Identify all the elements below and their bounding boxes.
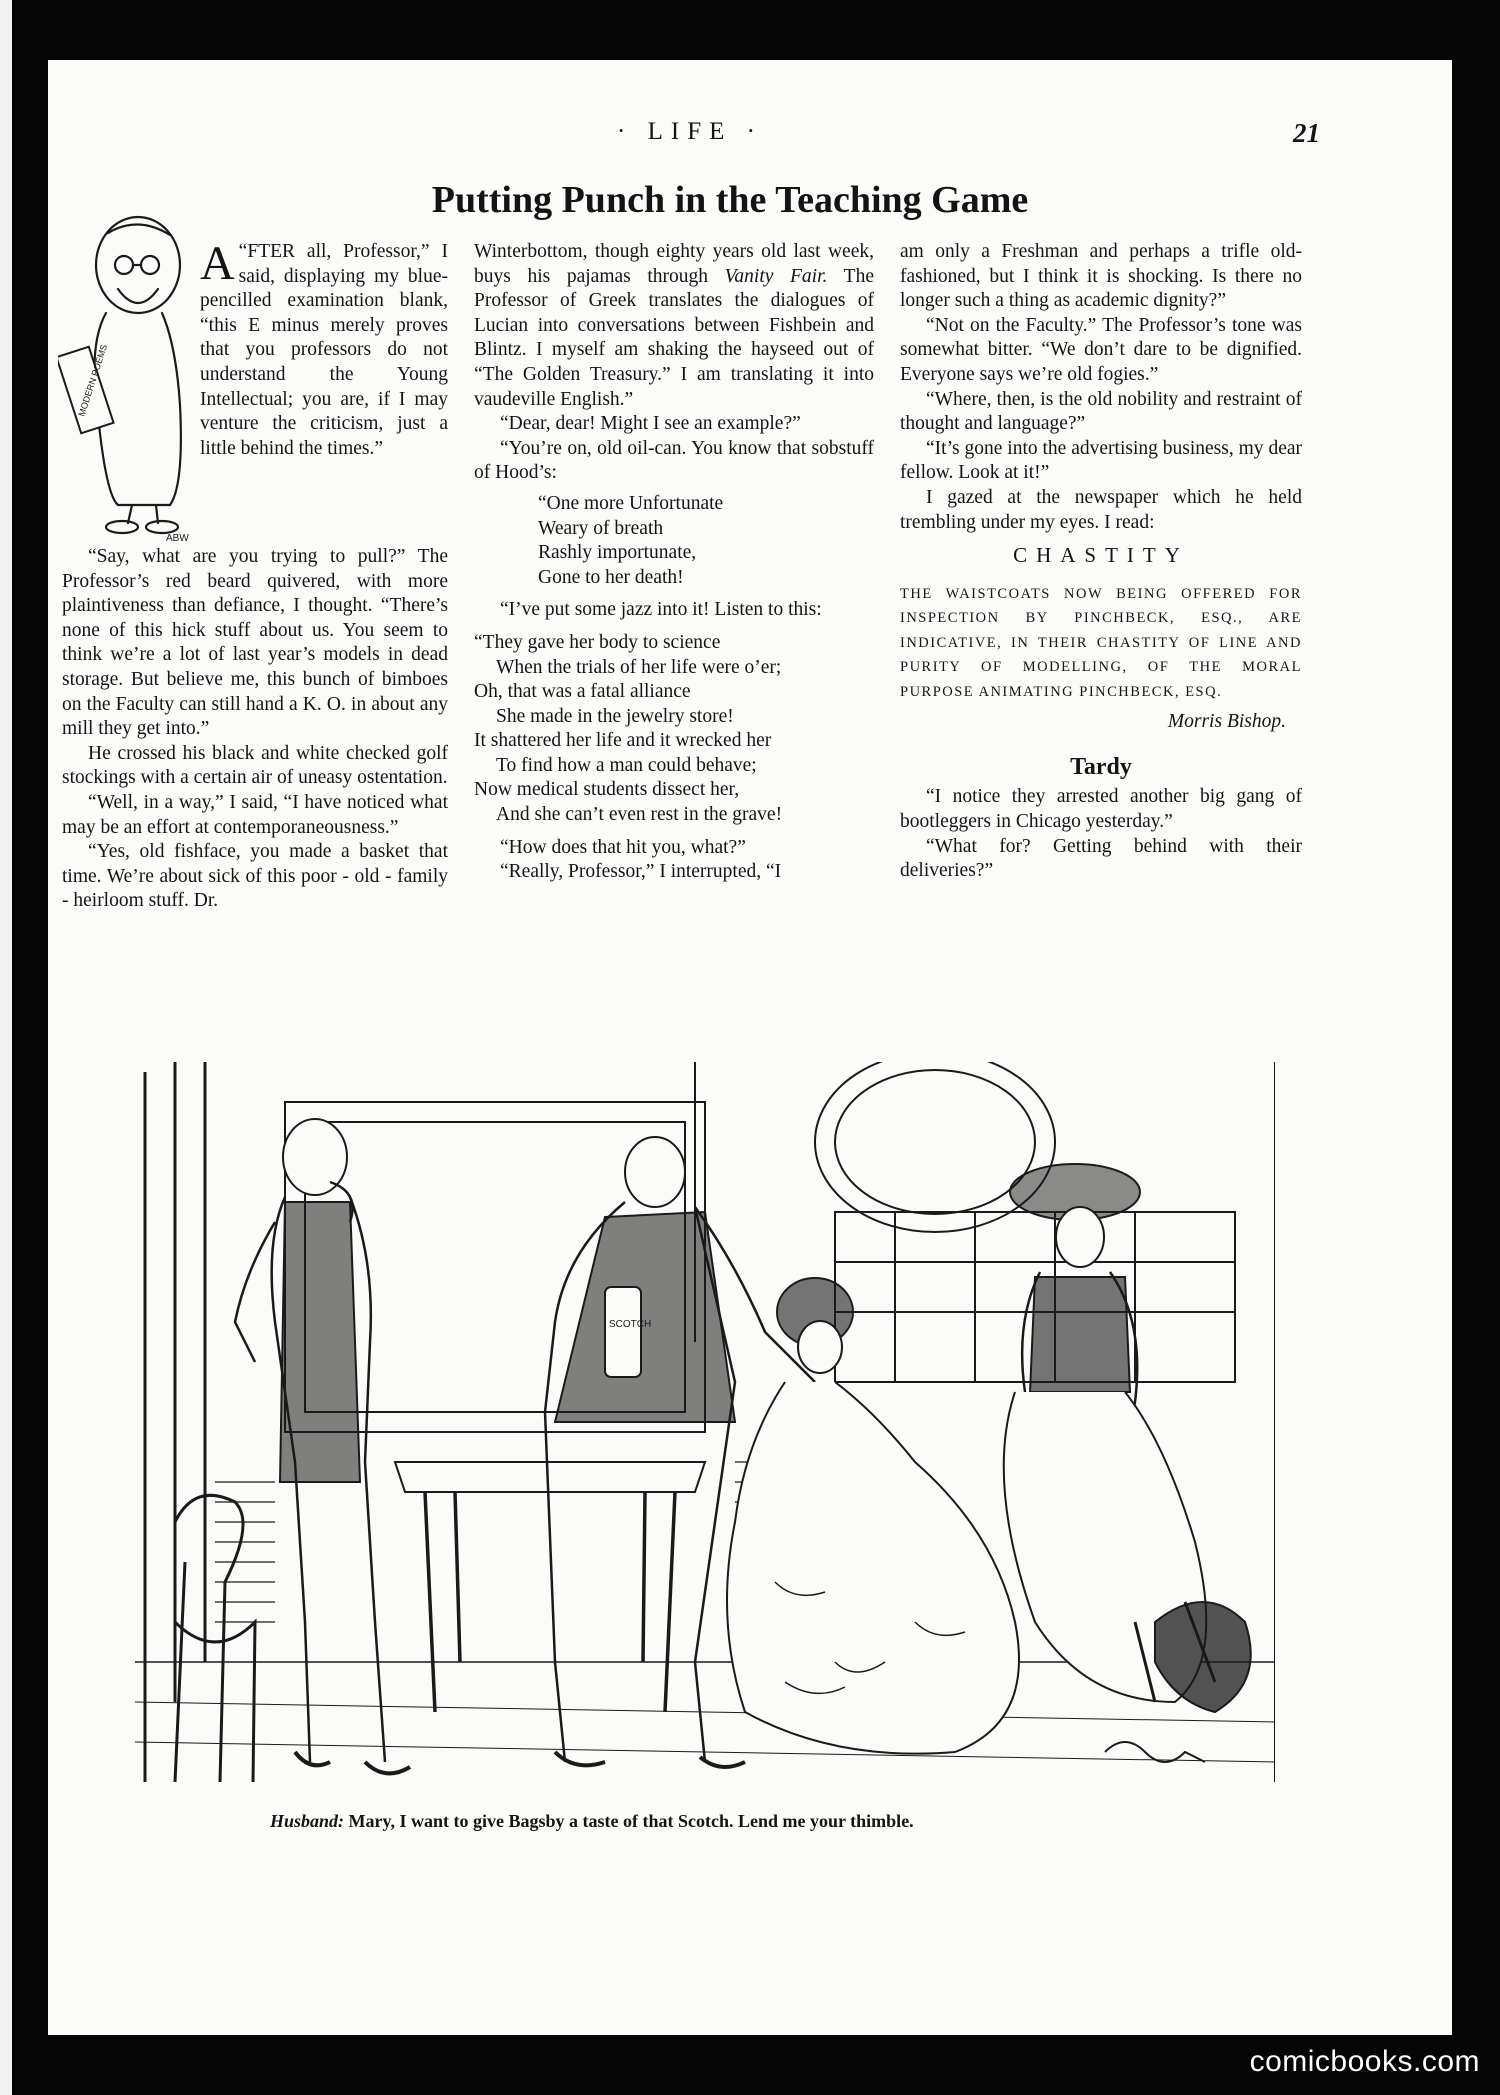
tardy-paragraph-2: “What for? Getting behind with their deliveries?” <box>900 835 1302 882</box>
col3-paragraph-5: I gazed at the newspaper which he held trembling under my eyes. I read: <box>900 486 1302 533</box>
scan-border-right <box>1452 0 1500 2095</box>
article-column-2 <box>474 240 874 885</box>
col3-paragraph-3: “Where, then, is the old nobility and restraint of thought and language?” <box>900 388 1302 435</box>
verse-line: Rashly importunate, <box>538 542 697 564</box>
col1-paragraph-1: FTER all, Professor,” I said, displaying my blue-pencilled examination blank, “this E minus merely proves that you professors do not understand the Young Intellectual; you are, if I may venture the criticism, just a little behind the times.” <box>200 241 448 459</box>
col3-paragraph-1: am only a Freshman and perhaps a trifle old-fashioned, but I think it is shocking. Is there no longer such a thing as academic dignity?” <box>900 241 1302 312</box>
col1-paragraph-4: “Well, in a way,” I said, “I have noticed what may be an effort at contemporaneousness.” <box>62 791 448 838</box>
drop-cap: A <box>200 237 235 290</box>
col1-paragraph-5: “Yes, old fishface, you made a basket that time. We’re about sick of this poor - old - family - heirloom stuff. Dr. <box>62 841 448 912</box>
cartoon-caption <box>270 1811 1150 1832</box>
caption-speaker: Husband: <box>270 1811 345 1831</box>
open-quote: “ <box>238 241 248 262</box>
sketch-book-text: MODERN POEMS <box>76 343 110 418</box>
poem-line: It shattered her life and it wrecked her <box>474 730 772 752</box>
article-title: Putting Punch in the Teaching Game <box>431 179 1029 221</box>
site-watermark: comicbooks.com <box>1249 2045 1480 2078</box>
author-signature: Morris Bishop. <box>1167 711 1286 733</box>
bottle-label: SCOTCH <box>609 1319 652 1330</box>
professor-sketch <box>58 205 213 545</box>
column-1-top <box>200 237 448 461</box>
poem-line: When the trials of her life were o’er; <box>496 656 782 678</box>
ad-heading: CHASTITY <box>1013 543 1189 568</box>
tardy-title: Tardy <box>1070 753 1132 780</box>
verse-line: “One more Unfortunate <box>538 492 724 514</box>
col2-paragraph-5: “How does that hit you, what?” <box>500 836 746 858</box>
cartoon-illustration <box>135 1062 1275 1802</box>
col2-paragraph-3: “You’re on, old oil-can. You know that sobstuff of Hood’s: <box>474 437 874 484</box>
col2-paragraph-2: “Dear, dear! Might I see an example?” <box>500 413 801 435</box>
col3-paragraph-2: “Not on the Faculty.” The Professor’s tone was somewhat bitter. “We don’t dare to be dignified. Everyone says we’re old fogies.” <box>900 314 1302 385</box>
page-number: 21 <box>1293 118 1320 148</box>
magazine-name: Vanity Fair. <box>724 265 828 287</box>
col3-paragraph-4: “It’s gone into the advertising business, my dear fellow. Look at it!” <box>900 437 1302 484</box>
col1-paragraph-3: He crossed his black and white checked golf stockings with a certain air of uneasy ostentation. <box>62 742 448 789</box>
poem-line: Oh, that was a fatal alliance <box>474 681 691 703</box>
jazz-poem <box>474 631 874 828</box>
running-header: · LIFE · <box>617 118 763 145</box>
poem-line: To find how a man could behave; <box>496 754 757 776</box>
col2-paragraph-1b: The Professor of Greek translates the dialogues of Lucian into conversations between Fishbein and Blintz. I myself am shaking the hayseed out of “The Golden Treasury.” I am translating it into vaudeville English.” <box>474 265 874 410</box>
column-1-bottom <box>62 545 448 914</box>
caption-text: Mary, I want to give Bagsby a taste of that Scotch. Lend me your thimble. <box>344 1811 914 1831</box>
verse-line: Gone to her death! <box>538 566 684 588</box>
ad-body: THE WAISTCOATS NOW BEING OFFERED FOR INSPECTION BY PINCHBECK, ESQ., ARE INDICATIVE, IN THEIR CHASTITY OF LINE AND PURITY OF MODELLING, OF THE MORAL PURPOSE ANIMATING PINCHBECK, ESQ. <box>900 585 1302 700</box>
poem-line: “They gave her body to science <box>474 631 721 653</box>
col2-paragraph-1a: Winterbottom, though eighty years old last week, buys his pajamas through <box>474 241 874 287</box>
poem-line: Now medical students dissect her, <box>474 779 740 801</box>
article-column-3 <box>900 240 1302 884</box>
artist-initials: ABW <box>166 533 189 544</box>
poem-line: And she can’t even rest in the grave! <box>496 804 783 826</box>
tardy-paragraph-1: “I notice they arrested another big gang of bootleggers in Chicago yesterday.” <box>900 786 1302 832</box>
col1-paragraph-2: “Say, what are you trying to pull?” The Professor’s red beard quivered, with more plaintiveness than defiance, I thought. “There’s none of this hick stuff about us. You seem to think we’re a lot of last year’s models in dead storage. But believe me, this bunch of bimboes on the Faculty can still hand a K. O. in about any mill they get into.” <box>62 546 448 740</box>
scan-border-top <box>0 0 1500 60</box>
verse-line: Weary of breath <box>538 517 664 539</box>
col2-paragraph-4: “I’ve put some jazz into it! Listen to this: <box>500 599 822 621</box>
poem-line: She made in the jewelry store! <box>496 705 734 727</box>
col2-paragraph-6: “Really, Professor,” I interrupted, “I <box>500 861 782 883</box>
hood-verse <box>538 492 874 590</box>
facing-page-edge <box>0 0 12 2095</box>
